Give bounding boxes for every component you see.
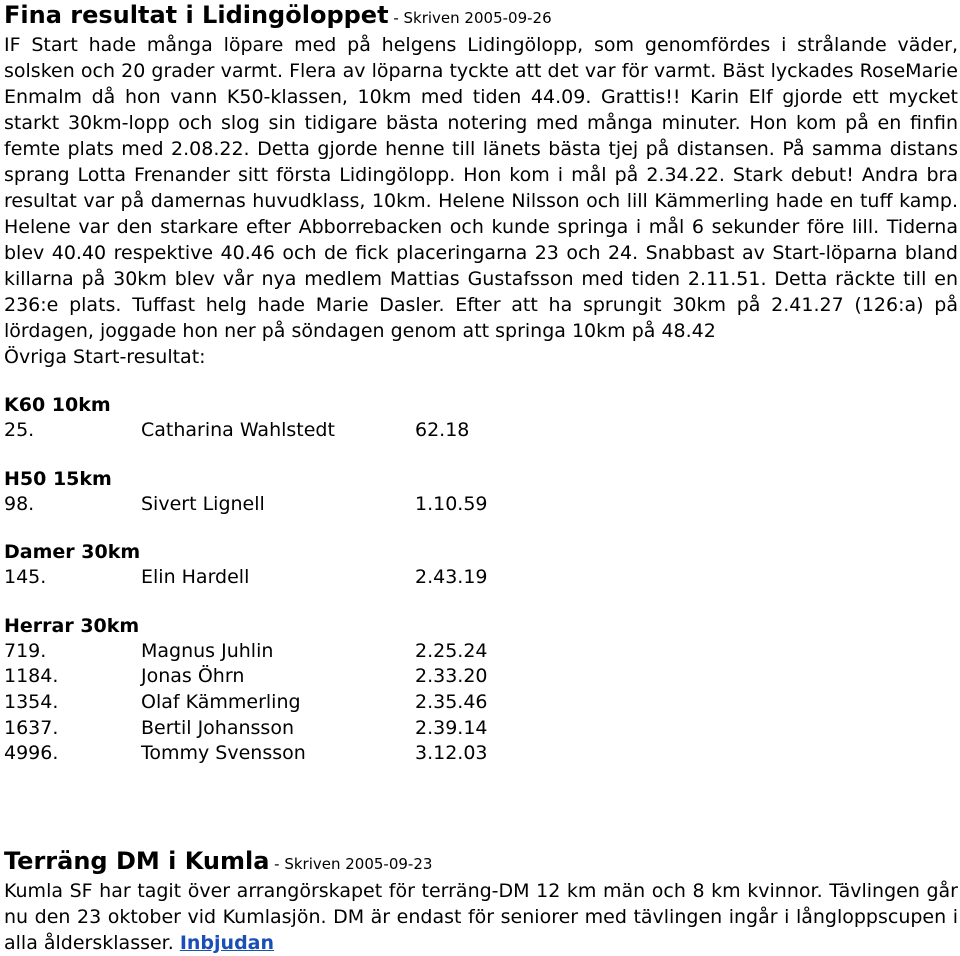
result-row <box>4 492 958 518</box>
result-position: 98. <box>4 492 35 515</box>
result-position: 145. <box>4 566 47 589</box>
article-date: - Skriven 2005-09-26 <box>388 9 552 27</box>
section-title: Herrar 30km <box>4 614 140 637</box>
result-position: 1354. <box>4 690 59 713</box>
result-name: Bertil Johansson <box>141 716 295 739</box>
result-position: 719. <box>4 639 47 662</box>
result-row <box>4 418 958 444</box>
body-sentence: Karin Elf gjorde ett mycket starkt 30km-lopp och slog sin tidigare bästa notering med många minuter. Hon kom på en finfin femte plats med 2.08.22. Detta gjorde henne till länets bästa tjej på distansen. <box>4 86 958 160</box>
article-title: Fina resultat i Lidingöloppet <box>4 1 389 29</box>
result-position: 4996. <box>4 742 59 765</box>
body-sentence: Tuffast helg hade Marie Dasler. Efter att ha sprungit 30km på 2.41.27 (126:a) på lördagen, joggade hon ner på söndagen genom att springa 10km på 48.42 <box>4 294 958 342</box>
result-row <box>4 690 958 716</box>
result-time: 1.10.59 <box>415 492 488 515</box>
result-position: 1184. <box>4 665 59 688</box>
result-time: 62.18 <box>415 419 470 441</box>
article-date: - Skriven 2005-09-23 <box>269 855 433 873</box>
section-title: Damer 30km <box>4 541 141 564</box>
section-title: K60 10km <box>4 394 111 416</box>
results-section-herrar <box>4 613 958 767</box>
article-title: Terräng DM i Kumla <box>4 847 270 875</box>
inbjudan-link[interactable]: Inbjudan <box>179 932 275 954</box>
result-time: 2.39.14 <box>415 716 488 739</box>
section-title: H50 15km <box>4 467 112 490</box>
result-name: Catharina Wahlstedt <box>141 419 335 441</box>
result-row <box>4 565 958 591</box>
result-time: 2.25.24 <box>415 639 488 662</box>
result-name: Jonas Öhrn <box>141 665 245 688</box>
article-body <box>4 32 958 344</box>
result-row <box>4 741 958 767</box>
results-section-k60 <box>4 392 958 444</box>
article-body <box>4 878 958 956</box>
article-header <box>4 0 958 33</box>
result-row <box>4 639 958 665</box>
result-time: 2.33.20 <box>415 665 488 688</box>
result-time: 2.35.46 <box>415 690 488 713</box>
article-terrang-dm <box>4 846 958 956</box>
results-label: Övriga Start-resultat: <box>4 346 206 368</box>
results-section-damer <box>4 539 958 591</box>
article-fina-resultat <box>4 0 958 767</box>
result-name: Tommy Svensson <box>141 742 306 765</box>
result-name: Elin Hardell <box>141 566 250 589</box>
body-sentence: På samma distans sprang Lotta Frenander sitt första Lidingölopp. Hon kom i mål på 2.34.22. Stark debut! <box>4 138 958 186</box>
result-name: Sivert Lignell <box>141 492 265 515</box>
body-sentence: Snabbast av Start-löparna bland killarna på 30km blev vår nya medlem Mattias Gustafsson med tiden 2.11.51. Detta räckte till en 236:e plats. <box>4 242 958 316</box>
result-name: Magnus Juhlin <box>141 639 274 662</box>
article-header <box>4 846 958 879</box>
result-row <box>4 716 958 742</box>
result-row <box>4 664 958 690</box>
result-name: Olaf Kämmerling <box>141 690 301 713</box>
body-text: Kumla SF har tagit över arrangörskapet för terräng-DM 12 km män och 8 km kvinnor. Tävlingen går nu den 23 oktober vid Kumlasjön. DM är endast för seniorer med tävlingen ingår i långloppscupen i alla åldersklasser. <box>4 880 958 954</box>
results-section-h50 <box>4 466 958 518</box>
body-sentence: Andra bra resultat var på damernas huvudklass, 10km. Helene Nilsson och lill Kämmerling hade en tuff kamp. Helene var den starkare efter Abborrebacken och kunde springa i mål 6 sekunder före lill. Tiderna blev 40.40 respektive 40.46 och de fick placeringarna 23 och 24. <box>4 164 959 264</box>
result-position: 25. <box>4 419 35 441</box>
result-time: 3.12.03 <box>415 742 488 765</box>
body-sentence: IF Start hade många löpare med på helgens Lidingölopp, som genomfördes i strålande väder, solsken och 20 grader varmt. Flera av löparna tyckte att det var för varmt. Bäst lyckades RoseMarie Enmalm då hon vann K50-klassen, 10km med tiden 44.09. Grattis!! <box>4 34 958 108</box>
result-time: 2.43.19 <box>415 566 488 589</box>
result-position: 1637. <box>4 716 59 739</box>
